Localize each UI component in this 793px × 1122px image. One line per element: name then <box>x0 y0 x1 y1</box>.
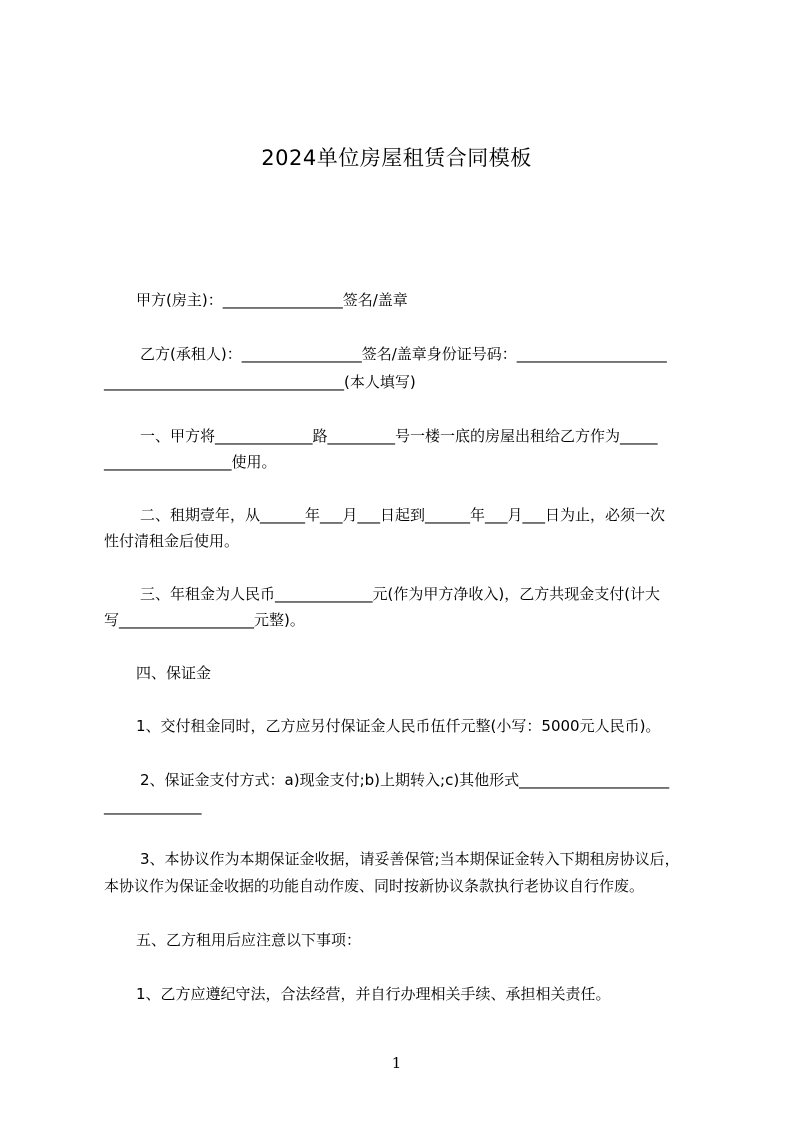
clause-4-item-3-cont: 本协议作为保证金收据的功能自动作废、同时按新协议条款执行老协议自行作废。 <box>104 877 645 895</box>
clause-1-line-cont: _________________使用。 <box>104 453 277 471</box>
clause-1-line: 一、甲方将_____________路_________号一楼一底的房屋出租给乙方作为_____ <box>140 427 658 445</box>
clause-5-heading: 五、乙方租用后应注意以下事项： <box>136 931 362 949</box>
clause-4-item-2-cont: _____________ <box>104 797 202 815</box>
clause-3-line: 三、年租金为人民币_____________元(作为甲方净收入)，乙方共现金支付(计大 <box>140 585 661 603</box>
clause-4-item-3: 3、本协议作为本期保证金收据，请妥善保管;当本期保证金转入下期租房协议后， <box>140 850 680 868</box>
party-a-line: 甲方(房主)：________________签名/盖章 <box>136 291 408 309</box>
clause-4-item-2: 2、保证金支付方式：a)现金支付;b)上期转入;c)其他形式____________________ <box>140 771 670 789</box>
clause-4-item-1: 1、交付租金同时，乙方应另付保证金人民币伍仟元整(小写：5000元人民币)。 <box>136 717 661 735</box>
document-title: 2024单位房屋租赁合同模板 <box>261 146 532 170</box>
party-b-line-cont: ________________________________(本人填写) <box>104 373 416 391</box>
page-number: 1 <box>391 1054 402 1072</box>
clause-4-heading: 四、保证金 <box>136 664 212 682</box>
clause-3-line-cont: 写__________________元整)。 <box>104 611 305 629</box>
party-b-line: 乙方(承租人)：________________签名/盖章身份证号码：____________________ <box>140 345 667 363</box>
clause-2-line-cont: 性付清租金后使用。 <box>104 532 240 550</box>
clause-5-item-1: 1、乙方应遵纪守法，合法经营，并自行办理相关手续、承担相关责任。 <box>136 985 611 1003</box>
clause-2-line: 二、租期壹年，从______年___月___日起到______年___月___日为止，必须一次 <box>140 506 666 524</box>
